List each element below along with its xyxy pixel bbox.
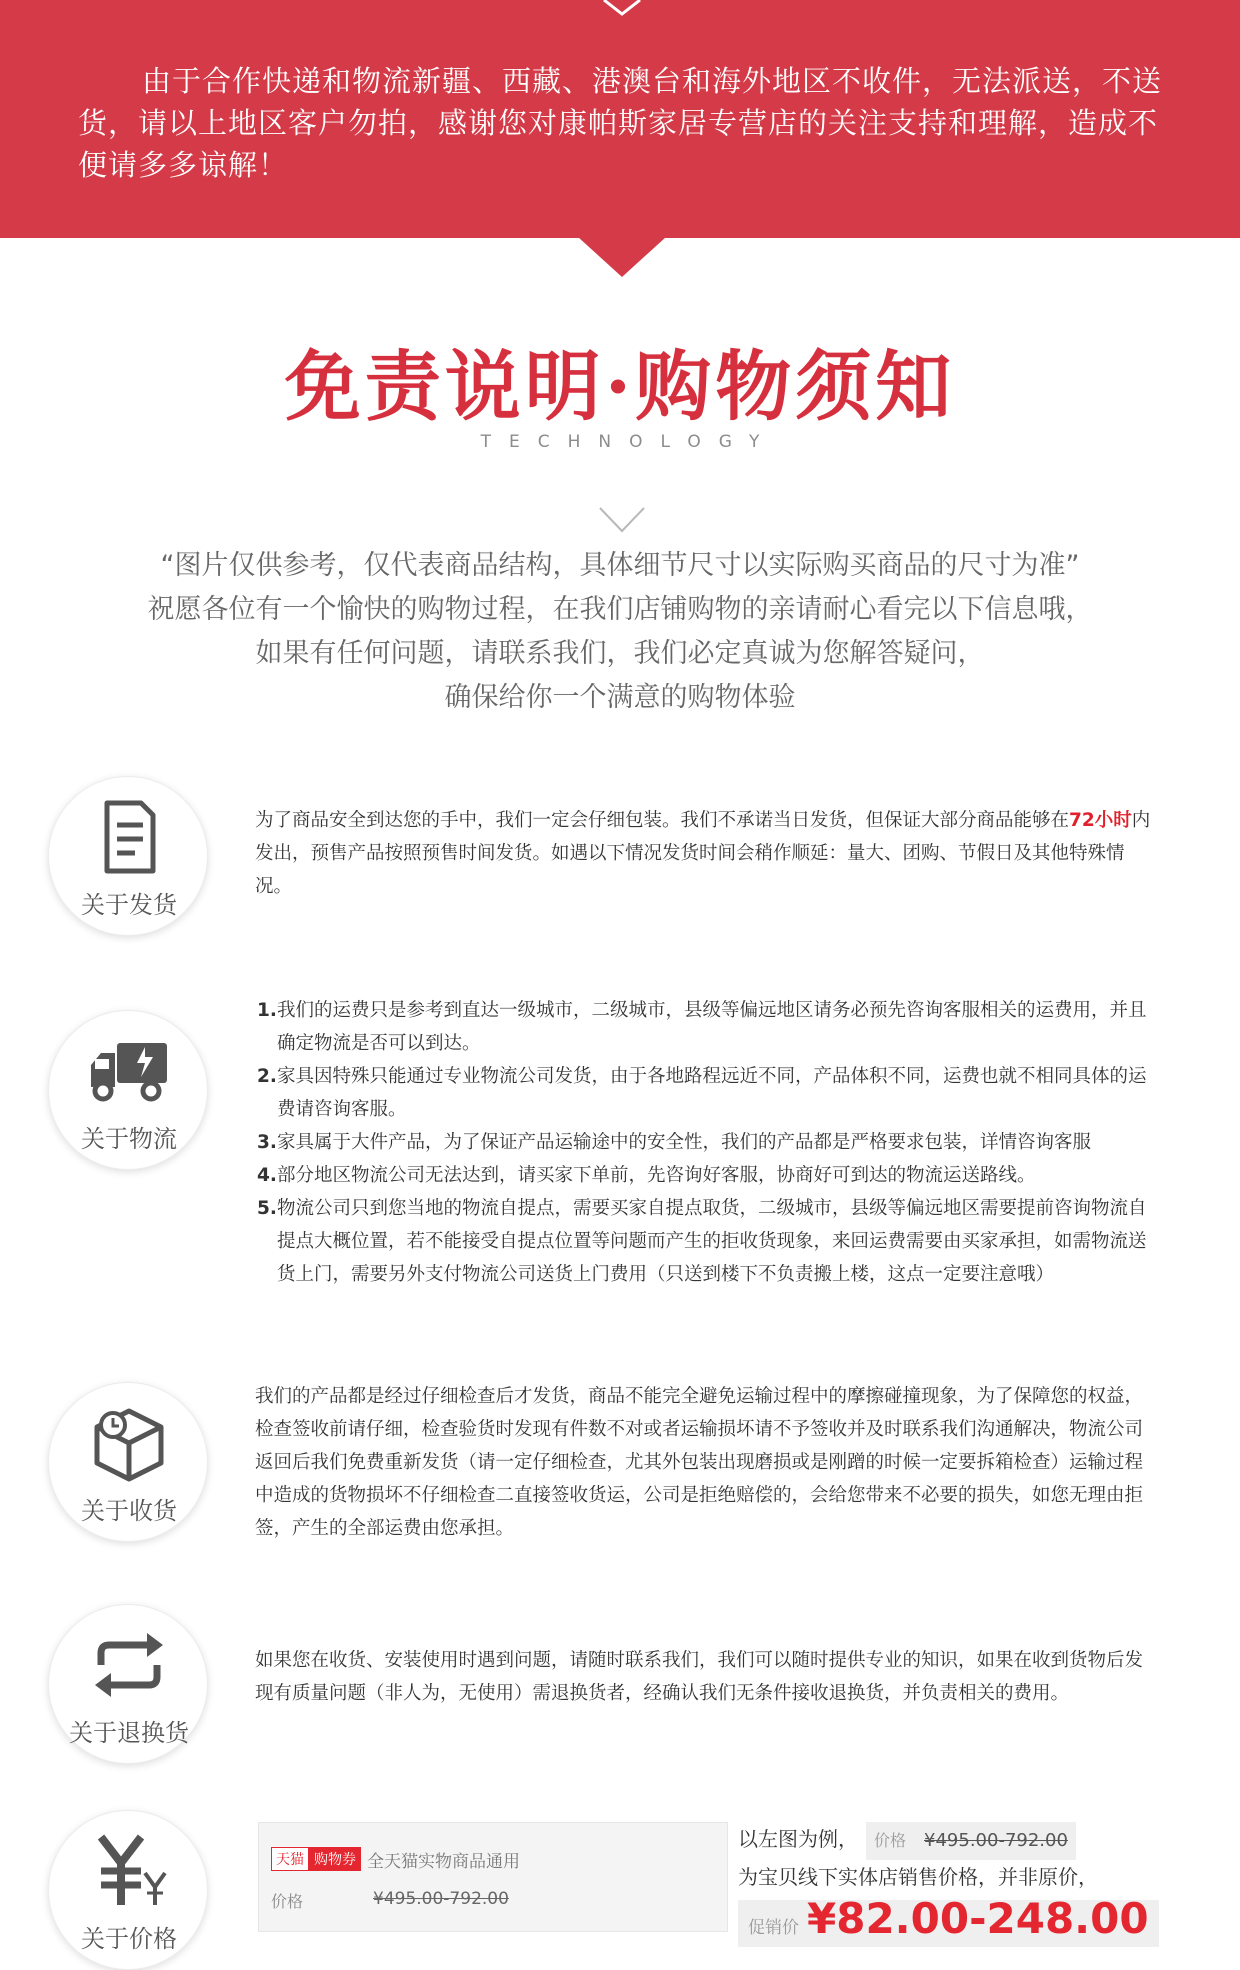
yen-icon [87,1829,171,1913]
section-label: 关于收货 [81,1497,177,1525]
list-item [255,994,1155,1060]
section-label: 关于价格 [81,1925,177,1953]
section-label: 关于物流 [81,1125,177,1153]
chevron-down-icon [600,0,644,18]
list-text: 物流公司只到您当地的物流自提点，需要买家自提点取货，二级城市，县级等偏远地区需要提前咨询物流自提点大概位置，若不能接受自提点位置等问题而产生的拒收货现象，来回运费需要由买家承担，如需物流送货上门，需要另外支付物流公司送货上门费用（只送到楼下不负责搬上楼，这点一定要注意哦） [277,1198,1147,1285]
page-title: 免责说明·购物须知 [284,342,956,431]
shipping-text-part: 为了商品安全到达您的手中，我们一定会仔细包装。我们不承诺当日发货，但保证大部分商品能够在 [255,810,1070,831]
list-text: 家具属于大件产品，为了保证产品运输途中的安全性，我们的产品都是严格要求包装，详情咨询客服 [277,1132,1092,1153]
section-label: 关于发货 [81,891,177,919]
intro-line: “图片仅供参考，仅代表商品结构，具体细节尺寸以实际购买商品的尺寸为准” [160,550,1080,581]
truck-icon [87,1029,171,1113]
list-number: 5. [257,1198,277,1219]
shipping-text [255,804,1155,903]
list-number: 3. [257,1132,277,1153]
shipping-time-highlight: 72小时 [1069,810,1132,831]
promo-row [738,1894,1218,1943]
shipping-badge [48,776,208,936]
exchange-icon [87,1623,171,1707]
coupon-note: 全天猫实物商品通用 [367,1852,520,1872]
shipping-restriction-notice: 由于合作快递和物流新疆、西藏、港澳台和海外地区不收件，无法派送，不送货，请以上地区客户勿拍，感谢您对康帕斯家居专营店的关注支持和理解，造成不便请多多谅解！ [78,64,1163,182]
price-sample-card [258,1822,728,1932]
notice-banner [0,0,1240,238]
page-subtitle: TECHNOLOGY [480,432,778,452]
price-note-row: 为宝贝线下实体店销售价格，并非原价， [738,1865,1098,1889]
example-price-box [866,1822,1076,1860]
intro-line: 确保给你一个满意的购物体验 [444,682,796,713]
list-number: 2. [257,1066,277,1087]
returns-text: 如果您在收货、安装使用时遇到问题，请随时联系我们，我们可以随时提供专业的知识，如果在收到货物后发现有质量问题（非人为，无使用）需退换货者，经确认我们无条件接收退换货，并负责相关的费用。 [255,1650,1144,1704]
intro-line: 祝愿各位有一个愉快的购物过程，在我们店铺购物的亲请耐心看完以下信息哦， [147,594,1093,625]
promo-label: 促销价 [748,1918,799,1938]
package-icon [87,1401,171,1485]
list-number: 4. [257,1165,277,1186]
returns-badge [48,1604,208,1764]
list-text: 部分地区物流公司无法达到，请买家下单前，先咨询好客服，协商好可到达的物流运送路线。 [277,1165,1036,1186]
tmall-tag: 天猫 [271,1847,309,1871]
list-text: 我们的运费只是参考到直达一级城市，二级城市，县级等偏远地区请务必预先咨询客服相关的运费用，并且确定物流是否可以到达。 [277,1000,1147,1054]
price-badge [48,1810,208,1970]
receiving-badge [48,1382,208,1542]
list-item [255,1060,1155,1126]
list-item [255,1192,1155,1291]
section-label: 关于退换货 [69,1719,189,1747]
receiving-text: 我们的产品都是经过仔细检查后才发货，商品不能完全避免运输过程中的摩擦碰撞现象，为了保障您的权益，检查签收前请仔细，检查验货时发现有件数不对或者运输损坏请不予签收并及时联系我们沟通解决，物流公司返回后我们免费重新发货（请一定仔细检查，尤其外包装出现磨损或是刚蹭的时候一定要拆箱检查）运输过程中造成的货物损坏不仔细检查二直接签收货运，公司是拒绝赔偿的，会给您带来不必要的损失，如您无理由拒签，产生的全部运费由您承担。 [255,1386,1144,1539]
list-number: 1. [257,1000,277,1021]
card-price-label: 价格 [271,1892,304,1911]
list-item [255,1159,1155,1192]
example-price-value: ¥495.00-792.00 [924,1830,1068,1851]
list-text: 家具因特殊只能通过专业物流公司发货，由于各地路程远近不同，产品体积不同，运费也就不相同具体的运费请咨询客服。 [277,1066,1147,1120]
promo-price-value: ¥82.00-248.00 [807,1894,1149,1943]
example-prefix: 以左图为例， [738,1827,858,1851]
list-item [255,1126,1155,1159]
shipping-text-part: 内发出，预售产品按照预售时间发货。如遇以下情况发货时间会稍作顺延：量大、团购、节假日及其他特殊情况。 [255,810,1151,897]
example-price-label: 价格 [874,1831,907,1850]
logistics-list [255,994,1155,1291]
document-icon [87,795,171,879]
intro-line: 如果有任何问题，请联系我们，我们必定真诚为您解答疑问， [255,638,985,669]
banner-pointer [578,237,666,277]
intro-block [100,544,1140,720]
coupon-tag: 购物券 [309,1847,361,1871]
promo-price-box [738,1894,1159,1947]
price-example-row [738,1820,1218,1858]
price-description [738,1820,1218,1943]
card-price-value: ¥495.00-792.00 [373,1889,509,1909]
logistics-badge [48,1010,208,1170]
chevron-down-icon [597,505,647,535]
